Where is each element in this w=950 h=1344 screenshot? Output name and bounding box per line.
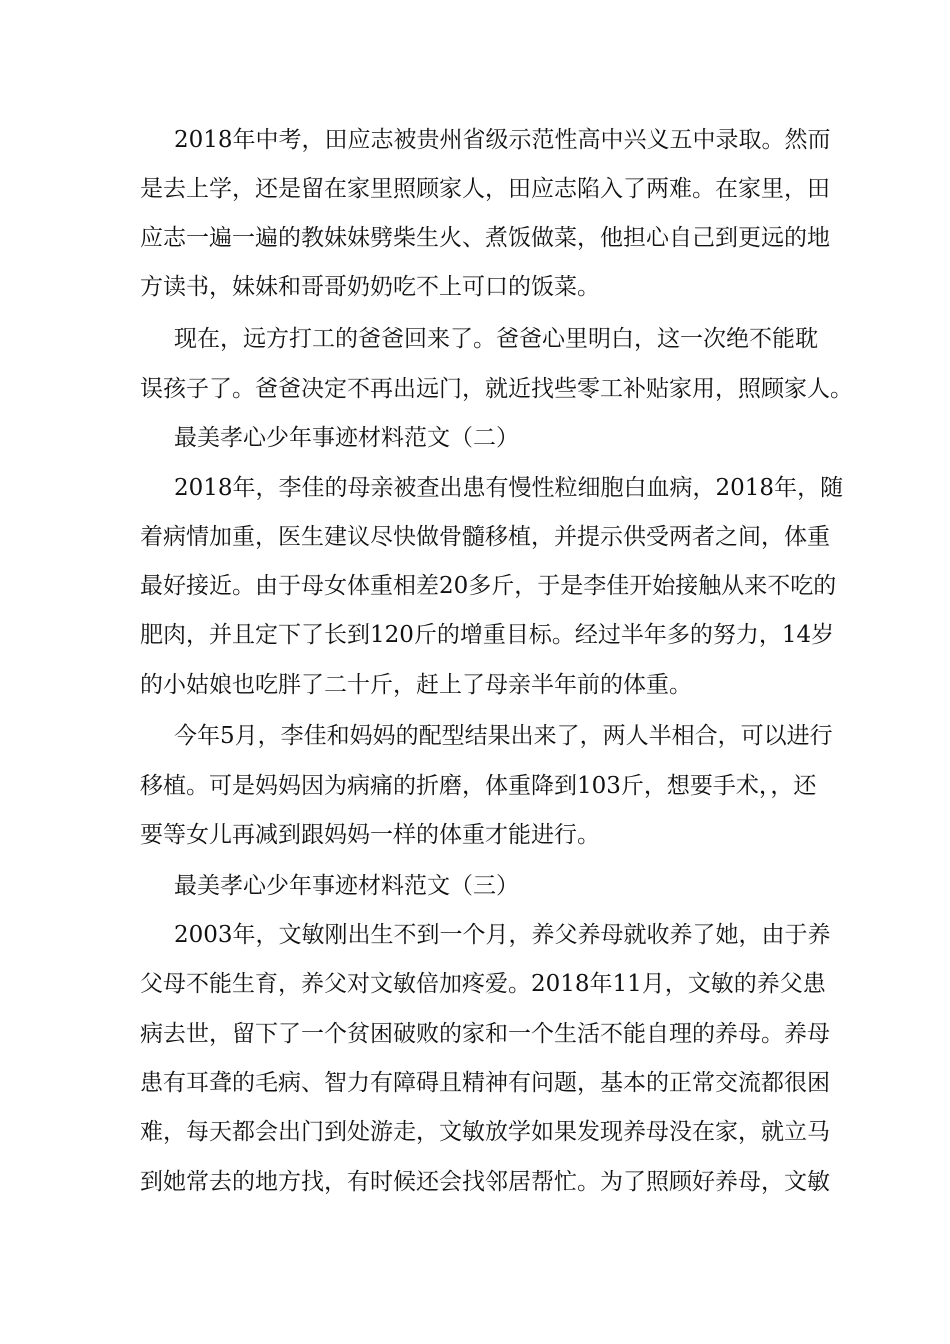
paragraph-5-line-1: 2003年，文敏刚出生不到一个月，养父养母就收养了她，由于养 [174,922,831,948]
section-heading-2: 最美孝心少年事迹材料范文（二） [174,425,519,451]
paragraph-5-line-6: 到她常去的地方找，有时候还会找邻居帮忙。为了照顾好养母，文敏 [140,1169,830,1195]
paragraph-1-line-3: 应志一遍一遍的教妹妹劈柴生火、煮饭做菜，他担心自己到更远的地 [140,225,830,251]
paragraph-2-line-1: 现在，远方打工的爸爸回来了。爸爸心里明白，这一次绝不能耽 [174,326,818,352]
paragraph-4-line-2: 移植。可是妈妈因为病痛的折磨，体重降到103斤，想要手术，，还 [140,773,817,799]
paragraph-3-line-2: 着病情加重，医生建议尽快做骨髓移植，并提示供受两者之间，体重 [140,524,830,550]
paragraph-3-line-3: 最好接近。由于母女体重相差20多斤，于是李佳开始接触从来不吃的 [140,573,837,599]
paragraph-3-line-4: 肥肉，并且定下了长到120斤的增重目标。经过半年多的努力，14岁 [140,622,835,648]
paragraph-1-line-1: 2018年中考，田应志被贵州省级示范性高中兴义五中录取。然而 [174,127,831,153]
paragraph-5-line-3: 病去世，留下了一个贫困破败的家和一个生活不能自理的养母。养母 [140,1021,830,1047]
section-heading-3: 最美孝心少年事迹材料范文（三） [174,873,519,899]
paragraph-4-line-1: 今年5月，李佳和妈妈的配型结果出来了，两人半相合，可以进行 [174,723,833,749]
paragraph-1-line-2: 是去上学，还是留在家里照顾家人，田应志陷入了两难。在家里，田 [140,176,830,202]
paragraph-1-line-4: 方读书，妹妹和哥哥奶奶吃不上可口的饭菜。 [140,274,600,300]
paragraph-4-line-3: 要等女儿再减到跟妈妈一样的体重才能进行。 [140,822,600,848]
paragraph-5-line-2: 父母不能生育，养父对文敏倍加疼爱。2018年11月，文敏的养父患 [140,971,826,997]
paragraph-5-line-4: 患有耳聋的毛病、智力有障碍且精神有问题，基本的正常交流都很困 [140,1070,830,1096]
paragraph-3-line-1: 2018年，李佳的母亲被查出患有慢性粒细胞白血病，2018年，随 [174,475,844,501]
paragraph-5-line-5: 难，每天都会出门到处游走，文敏放学如果发现养母没在家，就立马 [140,1119,830,1145]
paragraph-2-line-2: 误孩子了。爸爸决定不再出远门，就近找些零工补贴家用，照顾家人。 [140,376,853,402]
paragraph-3-line-5: 的小姑娘也吃胖了二十斤，赶上了母亲半年前的体重。 [140,672,692,698]
